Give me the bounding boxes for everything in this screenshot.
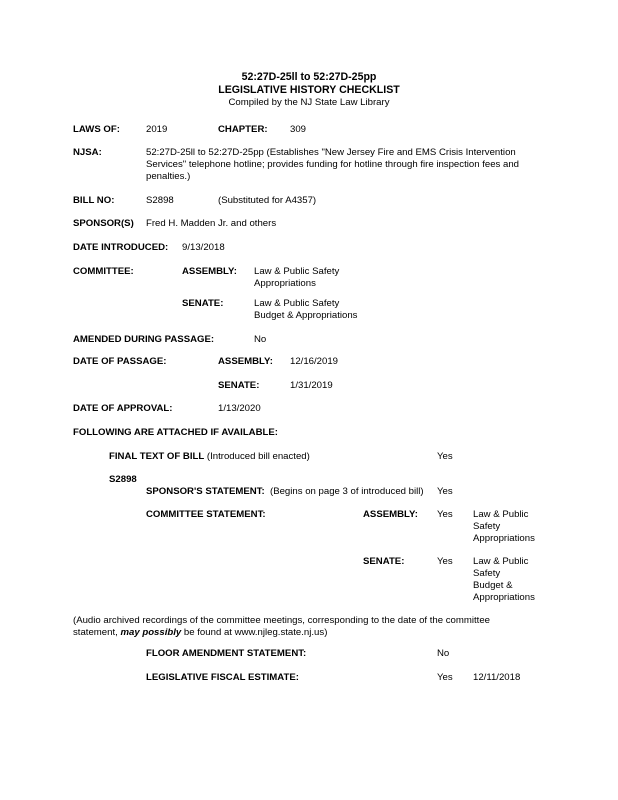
passage-senate-date: 1/31/2019 [290, 380, 333, 391]
committee-statement-assembly-label: ASSEMBLY: [363, 509, 418, 520]
final-text-label: FINAL TEXT OF BILL [109, 451, 205, 462]
committee-statement-senate-3: Budget & [473, 580, 513, 591]
committee-statement-senate-2: Safety [473, 568, 501, 579]
committee-senate-label: SENATE: [182, 298, 224, 309]
approval-value: 1/13/2020 [218, 403, 261, 414]
committee-statement-assembly-2: Safety [473, 521, 501, 532]
floor-amendment-value: No [437, 648, 450, 659]
sponsor-statement-note: (Begins on page 3 of introduced bill) [270, 486, 424, 497]
sponsor-statement-label: SPONSOR'S STATEMENT: [146, 486, 265, 497]
committee-senate-2: Budget & Appropriations [254, 310, 358, 321]
audio-note-emphasis: may possibly [120, 627, 182, 638]
bill-no-value: S2898 [146, 195, 174, 206]
bill-id: S2898 [109, 474, 137, 485]
chapter-value: 309 [290, 124, 307, 135]
bill-substitution-note: (Substituted for A4357) [218, 195, 317, 206]
fiscal-estimate-date: 12/11/2018 [473, 672, 521, 683]
final-text-value: Yes [437, 451, 453, 462]
chapter-label: CHAPTER: [218, 124, 268, 135]
committee-statement-senate-1: Law & Public [473, 556, 529, 567]
committee-label: COMMITTEE: [73, 266, 134, 277]
sponsors-value: Fred H. Madden Jr. and others [146, 218, 277, 229]
passage-senate-label: SENATE: [218, 380, 260, 391]
committee-statement-senate-value: Yes [437, 556, 453, 567]
committee-statement-senate-4: Appropriations [473, 592, 535, 603]
passage-label: DATE OF PASSAGE: [73, 356, 167, 367]
doc-title-citation: 52:27D-25ll to 52:27D-25pp [241, 71, 377, 83]
laws-of-label: LAWS OF: [73, 124, 120, 135]
sponsors-label: SPONSOR(S) [73, 218, 134, 229]
audio-note-pre: statement, [73, 627, 121, 638]
final-text-row [109, 451, 310, 463]
njsa-line-2: Services" telephone hotline; provides funding for hotline through fire inspection fees and [146, 159, 520, 170]
committee-statement-label: COMMITTEE STATEMENT: [146, 509, 266, 520]
committee-assembly-label: ASSEMBLY: [182, 266, 237, 277]
floor-amendment-label: FLOOR AMENDMENT STATEMENT: [146, 648, 307, 659]
passage-assembly-label: ASSEMBLY: [218, 356, 273, 367]
date-introduced-value: 9/13/2018 [182, 242, 225, 253]
laws-of-value: 2019 [146, 124, 168, 135]
njsa-line-3: penalties.) [146, 171, 191, 182]
fiscal-estimate-value: Yes [437, 672, 453, 683]
amended-label: AMENDED DURING PASSAGE: [73, 334, 215, 345]
passage-assembly-date: 12/16/2019 [290, 356, 339, 367]
committee-senate-1: Law & Public Safety [254, 298, 340, 309]
approval-label: DATE OF APPROVAL: [73, 403, 173, 414]
amended-value: No [254, 334, 267, 345]
committee-assembly-1: Law & Public Safety [254, 266, 340, 277]
date-introduced-label: DATE INTRODUCED: [73, 242, 169, 253]
bill-no-label: BILL NO: [73, 195, 115, 206]
sponsor-statement-value: Yes [437, 486, 453, 497]
committee-assembly-2: Appropriations [254, 278, 316, 289]
final-text-note: (Introduced bill enacted) [206, 451, 310, 462]
sponsor-statement-row [146, 486, 424, 498]
njsa-line-1: 52:27D-25ll to 52:27D-25pp (Establishes "New Jersey Fire and EMS Crisis Intervention [146, 147, 516, 158]
committee-statement-assembly-3: Appropriations [473, 533, 535, 544]
doc-subtitle: Compiled by the NJ State Law Library [228, 97, 390, 108]
njsa-label: NJSA: [73, 147, 102, 158]
doc-title: LEGISLATIVE HISTORY CHECKLIST [218, 84, 400, 96]
audio-note-post: be found at www.njleg.state.nj.us) [181, 627, 328, 638]
audio-note-line-1: (Audio archived recordings of the committee meetings, corresponding to the date of the committee [73, 615, 491, 626]
audio-note-line-2 [73, 627, 327, 639]
committee-statement-assembly-1: Law & Public [473, 509, 529, 520]
committee-statement-senate-label: SENATE: [363, 556, 405, 567]
attached-heading: FOLLOWING ARE ATTACHED IF AVAILABLE: [73, 427, 278, 438]
fiscal-estimate-label: LEGISLATIVE FISCAL ESTIMATE: [146, 672, 299, 683]
committee-statement-assembly-value: Yes [437, 509, 453, 520]
